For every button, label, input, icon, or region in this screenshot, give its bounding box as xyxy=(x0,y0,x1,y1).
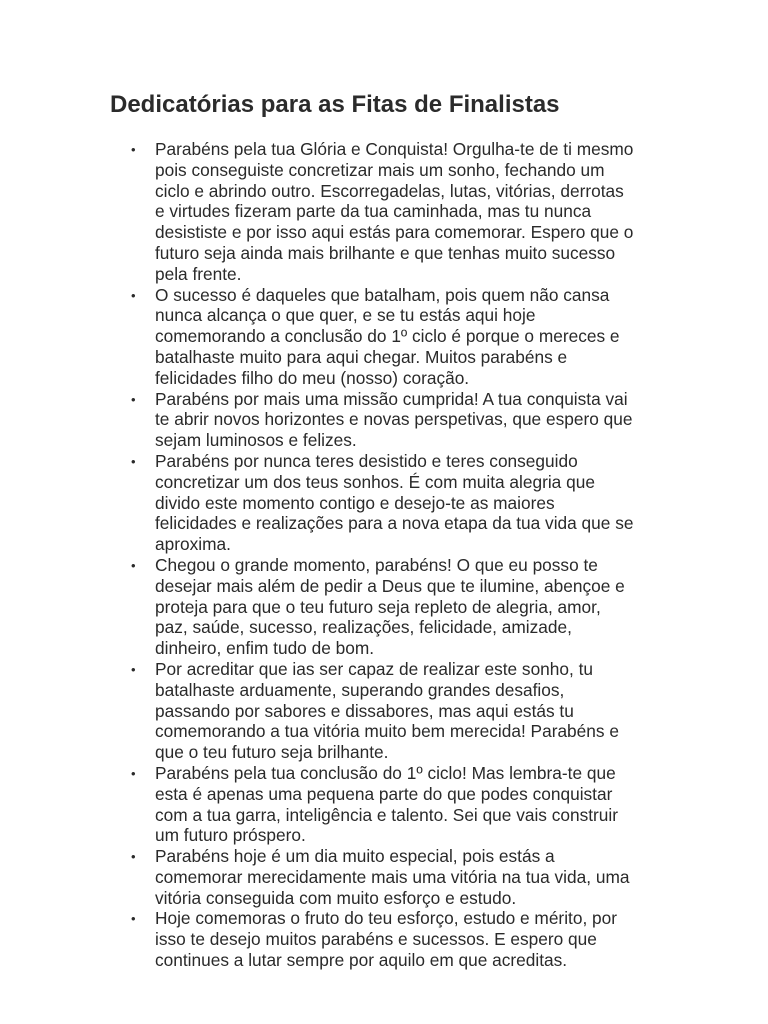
text-line: • Chegou o grande momento, parabéns! O que eu posso te xyxy=(155,554,598,575)
dedication-list xyxy=(155,139,665,971)
text-line: futuro seja ainda mais brilhante e que tenhas muito sucesso xyxy=(155,242,616,263)
text-line: te abrir novos horizontes e novas perspetivas, que espero que xyxy=(155,409,633,430)
text-line: aproxima. xyxy=(155,534,231,555)
text-line: nunca alcança o que quer, e se tu estás aqui hoje xyxy=(155,305,536,326)
text-line: concretizar um dos teus sonhos. É com muita alegria que xyxy=(155,471,595,492)
dedication-item xyxy=(155,659,665,763)
dedication-item xyxy=(155,139,665,285)
text-line: • Parabéns pela tua conclusão do 1º ciclo! Mas lembra-te que xyxy=(155,762,616,783)
document-title: Dedicatórias para as Fitas de Finalistas xyxy=(110,91,560,118)
text-line: que o teu futuro seja brilhante. xyxy=(155,742,389,763)
text-line: • Parabéns por mais uma missão cumprida! A tua conquista vai xyxy=(155,388,628,409)
text-line: comemorando a tua vitória muito bem merecida! Parabéns e xyxy=(155,721,619,742)
text-line: passando por sabores e dissabores, mas aqui estás tu xyxy=(155,700,574,721)
text-line: • O sucesso é daqueles que batalham, pois quem não cansa xyxy=(155,284,610,305)
text-line: • Por acreditar que ias ser capaz de realizar este sonho, tu xyxy=(155,658,594,679)
text-line: felicidades e realizações para a nova etapa da tua vida que se xyxy=(155,513,634,534)
text-line: desejar mais além de pedir a Deus que te ilumine, abençoe e xyxy=(155,575,625,596)
text-line: vitória conseguida com muito esforço e estudo. xyxy=(155,887,517,908)
text-line: divido este momento contigo e desejo-te as maiores xyxy=(155,492,555,513)
text-line: • Hoje comemoras o fruto do teu esforço, estudo e mérito, por xyxy=(155,908,618,929)
text-line: desististe e por isso aqui estás para comemorar. Espero que o xyxy=(155,222,634,243)
text-line: paz, saúde, sucesso, realizações, felicidade, amizade, xyxy=(155,617,572,638)
text-line: • Parabéns por nunca teres desistido e teres conseguido xyxy=(155,450,578,471)
text-line: sejam luminosos e felizes. xyxy=(155,430,357,451)
dedication-item xyxy=(155,285,665,389)
text-line: esta é apenas uma pequena parte do que podes conquistar xyxy=(155,783,613,804)
dedication-item xyxy=(155,555,665,659)
text-line: felicidades filho do meu (nosso) coração. xyxy=(155,367,470,388)
text-line: dinheiro, enfim tudo de bom. xyxy=(155,638,375,659)
text-line: e virtudes fizeram parte da tua caminhada, mas tu nunca xyxy=(155,201,592,222)
text-line: isso te desejo muitos parabéns e sucessos. E espero que xyxy=(155,929,597,950)
text-line: batalhaste muito para aqui chegar. Muitos parabéns e xyxy=(155,346,568,367)
dedication-item xyxy=(155,763,665,846)
dedication-item xyxy=(155,908,665,970)
text-line: ciclo e abrindo outro. Escorregadelas, lutas, vitórias, derrotas xyxy=(155,180,624,201)
dedication-item xyxy=(155,389,665,451)
text-line: comemorando a conclusão do 1º ciclo é porque o mereces e xyxy=(155,326,620,347)
text-line: pela frente. xyxy=(155,263,242,284)
text-line: continues a lutar sempre por aquilo em que acreditas. xyxy=(155,950,568,971)
dedication-item xyxy=(155,846,665,908)
text-line: batalhaste arduamente, superando grandes desafios, xyxy=(155,679,565,700)
text-line: com a tua garra, inteligência e talento. Sei que vais construir xyxy=(155,804,619,825)
text-line: um futuro próspero. xyxy=(155,825,306,846)
text-line: • Parabéns hoje é um dia muito especial, pois estás a xyxy=(155,846,555,867)
text-line: comemorar merecidamente mais uma vitória na tua vida, uma xyxy=(155,866,630,887)
text-line: • Parabéns pela tua Glória e Conquista! Orgulha-te de ti mesmo xyxy=(155,139,634,159)
dedication-item xyxy=(155,451,665,555)
text-line: pois conseguiste concretizar mais um sonho, fechando um xyxy=(155,159,605,180)
text-line: proteja para que o teu futuro seja repleto de alegria, amor, xyxy=(155,596,601,617)
